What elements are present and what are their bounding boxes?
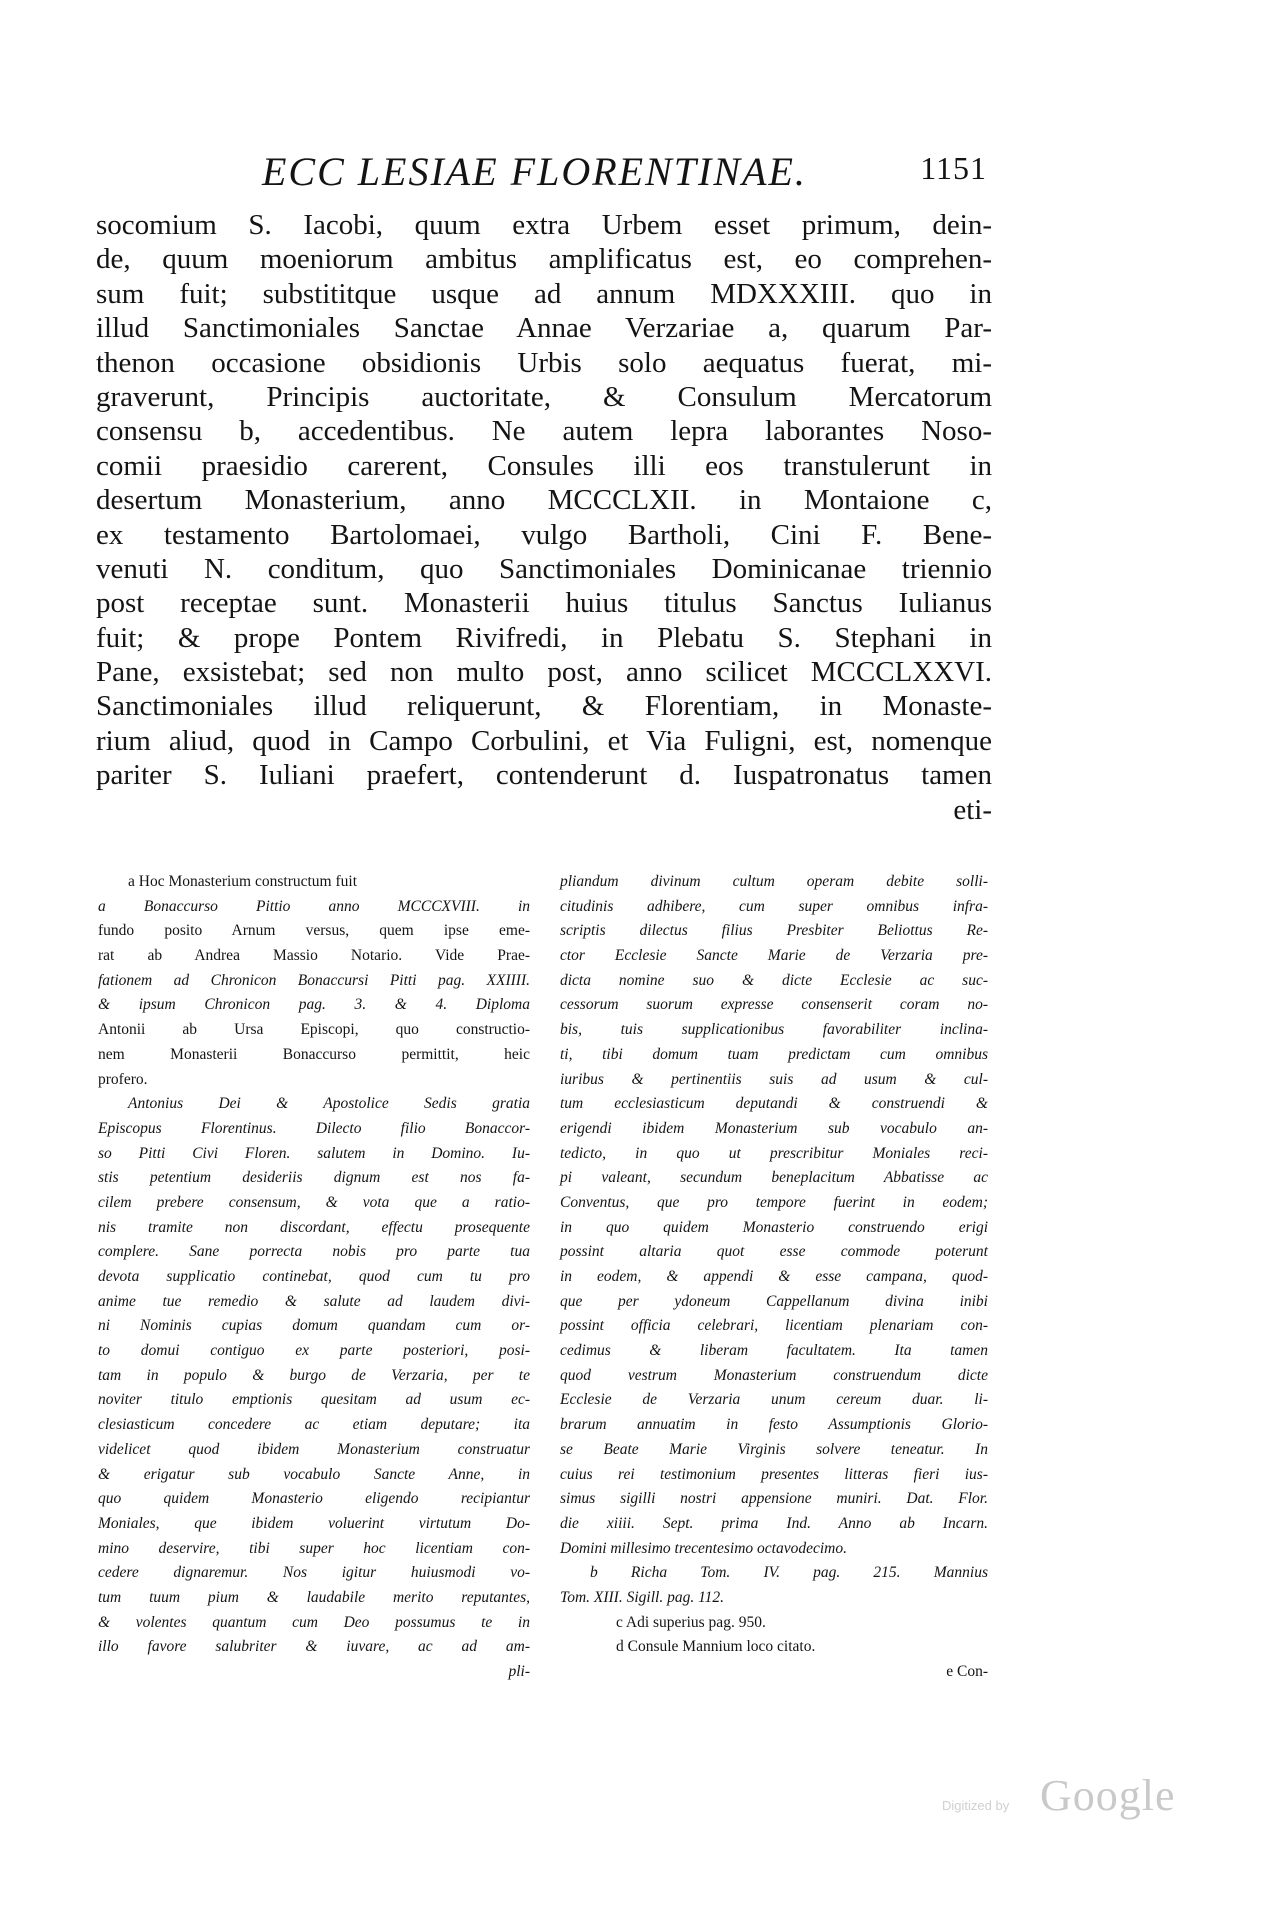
- footnote-catchword: pli-: [508, 1663, 530, 1680]
- watermark-small-text: Digitized by: [942, 1798, 1010, 1813]
- footnote-line: complere. Sane porrecta nobis pro parte tua: [98, 1243, 530, 1261]
- page-number: 1151: [920, 150, 987, 186]
- main-text-line: ex testamento Bartolomaei, vulgo Bartholi, Cini F. Bene-: [96, 518, 992, 551]
- footnote-line: rat ab Andrea Massio Notario. Vide Prae-: [98, 947, 530, 965]
- main-text-line: fuit; & prope Pontem Rivifredi, in Plebatu S. Stephani in: [96, 621, 992, 654]
- main-text-line: illud Sanctimoniales Sanctae Annae Verzariae a, quarum Par-: [96, 312, 992, 345]
- footnotes-left-column: [98, 870, 530, 1685]
- footnote-line: ni Nominis cupias domum quandam cum or-: [98, 1317, 530, 1335]
- footnote-line: bis, tuis supplicationibus favorabiliter inclina-: [560, 1021, 988, 1039]
- footnote-line: tedicto, in quo ut prescribitur Moniales reci-: [560, 1144, 988, 1162]
- footnote-line: tum ecclesiasticum deputandi & construendi &: [560, 1095, 988, 1113]
- footnote-line: quod vestrum Monasterium construendum dicte: [560, 1366, 988, 1384]
- watermark-logo-text: Google: [1040, 1771, 1176, 1820]
- footnote-line: stis petentium desideriis dignum est nos fa-: [98, 1169, 530, 1187]
- footnote-line: in quo quidem Monasterio construendo erigi: [560, 1218, 988, 1236]
- main-text-line: post receptae sunt. Monasterii huius titulus Sanctus Iulianus: [96, 587, 992, 620]
- footnote-line: possint officia celebrari, licentiam plenariam con-: [560, 1317, 988, 1335]
- footnote-line: devota supplicatio continebat, quod cum tu pro: [98, 1268, 530, 1285]
- footnote-line: quo quidem Monasterio eligendo recipiantur: [98, 1490, 530, 1508]
- footnote-line: ctor Ecclesie Sancte Marie de Verzaria pre-: [560, 947, 988, 965]
- footnote-line: in eodem, & appendi & esse campana, quod-: [560, 1268, 988, 1285]
- footnote-line: pliandum divinum cultum operam debite solli-: [560, 873, 988, 890]
- main-text-line: desertum Monasterium, anno MCCCLXII. in Montaione c,: [96, 484, 992, 517]
- footnote-line: possint altaria quot esse commode poterunt: [560, 1243, 988, 1261]
- footnote-line: se Beate Marie Virginis solvere teneatur. In: [560, 1440, 988, 1458]
- footnote-line: erigendi ibidem Monasterium sub vocabulo an-: [560, 1119, 988, 1137]
- main-text-line: sum fuit; substititque usque ad annum MDXXXIII. quo in: [96, 277, 992, 310]
- footnote-line: & volentes quantum cum Deo possumus te in: [98, 1613, 530, 1631]
- footnote-line: tam in populo & burgo de Verzaria, per te: [98, 1366, 530, 1384]
- main-text-line: pariter S. Iuliani praefert, contenderunt d. Iuspatronatus tamen: [96, 759, 992, 792]
- footnote-b: b Richa Tom. IV. pag. 215. Mannius: [590, 1564, 988, 1582]
- footnote-line: cuius rei testimonium presentes litteras fieri ius-: [560, 1465, 988, 1483]
- footnote-line: to domui contiguo ex parte posteriori, posi-: [98, 1342, 530, 1360]
- footnote-line: noviter titulo emptionis quesitam ad usum ec-: [98, 1391, 530, 1409]
- running-head: [262, 148, 987, 198]
- footnote-line: nis tramite non discordant, effectu prosequente: [98, 1218, 530, 1236]
- footnote-line: pi valeant, secundum beneplacitum Abbatisse ac: [560, 1169, 988, 1187]
- footnote-line: a Bonaccurso Pittio anno MCCCXVIII. in: [98, 897, 530, 915]
- footnote-line: cilem prebere consensum, & vota que a ratio-: [98, 1193, 530, 1211]
- main-text-line: consensu b, accedentibus. Ne autem lepra laborantes Noso-: [96, 415, 992, 448]
- footnote-line: videlicet quod ibidem Monasterium construatur: [98, 1440, 530, 1458]
- footnote-line: Conventus, que pro tempore fuerint in eodem;: [560, 1193, 988, 1211]
- footnote-line: Episcopus Florentinus. Dilecto filio Bonaccor-: [98, 1119, 530, 1137]
- footnote-line: tum tuum pium & laudabile merito reputantes,: [98, 1588, 530, 1606]
- google-watermark: [942, 1770, 1212, 1834]
- footnote-line: que per ydoneum Cappellanum divina inibi: [560, 1292, 988, 1310]
- footnote-line: illo favore salubriter & iuvare, ac ad am-: [98, 1638, 530, 1656]
- footnote-line: profero.: [98, 1070, 148, 1088]
- footnote-line: die xiiii. Sept. prima Ind. Anno ab Incarn.: [560, 1514, 988, 1532]
- footnote-line: fationem ad Chronicon Bonaccursi Pitti pag. XXIIII.: [98, 971, 530, 989]
- main-text-line: Sanctimoniales illud reliquerunt, & Florentiam, in Monaste-: [96, 690, 992, 723]
- running-title: ECC LESIAE FLORENTINAE.: [262, 149, 807, 194]
- footnote-line: nem Monasterii Bonaccurso permittit, heic: [98, 1045, 530, 1063]
- footnote-line: dicta nomine suo & dicte Ecclesie ac suc-: [560, 971, 988, 989]
- main-text-line: de, quum moeniorum ambitus amplificatus est, eo comprehen-: [96, 243, 992, 276]
- footnote-line: Antonii ab Ursa Episcopi, quo constructio-: [98, 1021, 530, 1039]
- footnote-line: & ipsum Chronicon pag. 3. & 4. Diploma: [98, 996, 530, 1014]
- footnote-line: so Pitti Civi Floren. salutem in Domino. Iu-: [98, 1144, 530, 1162]
- main-text-line: rium aliud, quod in Campo Corbulini, et Via Fuligni, est, nomenque: [96, 724, 992, 757]
- footnote-line: anime tue remedio & salute ad laudem divi-: [98, 1292, 530, 1310]
- footnote-catchword: e Con-: [946, 1663, 988, 1680]
- footnote-c: c Adi superius pag. 950.: [616, 1613, 766, 1631]
- footnote-line: clesiasticum concedere ac etiam deputare; ita: [98, 1416, 530, 1434]
- footnote-line: iuribus & pertinentiis suis ad usum & cul-: [560, 1070, 988, 1088]
- footnote-line: simus sigilli nostri appensione muniri. Dat. Flor.: [560, 1490, 988, 1508]
- main-text-line: graverunt, Principis auctoritate, & Consulum Mercatorum: [96, 380, 992, 413]
- footnote-line: cessorum suorum expresse consenserit coram no-: [560, 996, 988, 1014]
- footnote-line: brarum annuatim in festo Assumptionis Glorio-: [560, 1416, 988, 1434]
- footnote-line: Antonius Dei & Apostolice Sedis gratia: [128, 1095, 530, 1113]
- main-text: [96, 208, 992, 827]
- main-text-line: Pane, exsistebat; sed non multo post, anno scilicet MCCCLXXVI.: [96, 656, 992, 689]
- footnote-line: mino deservire, tibi super hoc licentiam con-: [98, 1539, 530, 1557]
- footnote-line: cedere dignaremur. Nos igitur huiusmodi vo-: [98, 1564, 530, 1582]
- footnote-line: Ecclesie de Verzaria unum cereum duar. li-: [560, 1391, 988, 1409]
- main-text-line: comii praesidio carerent, Consules illi eos transtulerunt in: [96, 449, 992, 482]
- footnote-line: Domini millesimo trecentesimo octavodecimo.: [560, 1539, 847, 1557]
- footnotes-right-column: [560, 870, 988, 1685]
- catchword: eti-: [953, 793, 992, 826]
- footnote-line: ti, tibi domum tuam predictam cum omnibus: [560, 1045, 988, 1063]
- footnote-line: fundo posito Arnum versus, quem ipse eme-: [98, 922, 530, 940]
- footnote-line: cedimus & liberam facultatem. Ita tamen: [560, 1342, 988, 1360]
- footnote-line: Tom. XIII. Sigill. pag. 112.: [560, 1588, 725, 1606]
- footnote-line: a Hoc Monasterium constructum fuit: [128, 873, 358, 890]
- main-text-line: thenon occasione obsidionis Urbis solo aequatus fuerat, mi-: [96, 346, 992, 379]
- main-text-line: venuti N. conditum, quo Sanctimoniales Dominicanae triennio: [96, 552, 992, 585]
- footnote-line: scriptis dilectus filius Presbiter Beliottus Re-: [560, 922, 988, 940]
- footnote-line: & erigatur sub vocabulo Sancte Anne, in: [98, 1465, 530, 1483]
- footnote-line: citudinis adhibere, cum super omnibus infra-: [560, 897, 988, 915]
- footnote-d: d Consule Mannium loco citato.: [616, 1638, 816, 1656]
- footnote-line: Moniales, que ibidem voluerint virtutum Do-: [98, 1514, 530, 1532]
- main-text-line: socomium S. Iacobi, quum extra Urbem esset primum, dein-: [96, 209, 992, 241]
